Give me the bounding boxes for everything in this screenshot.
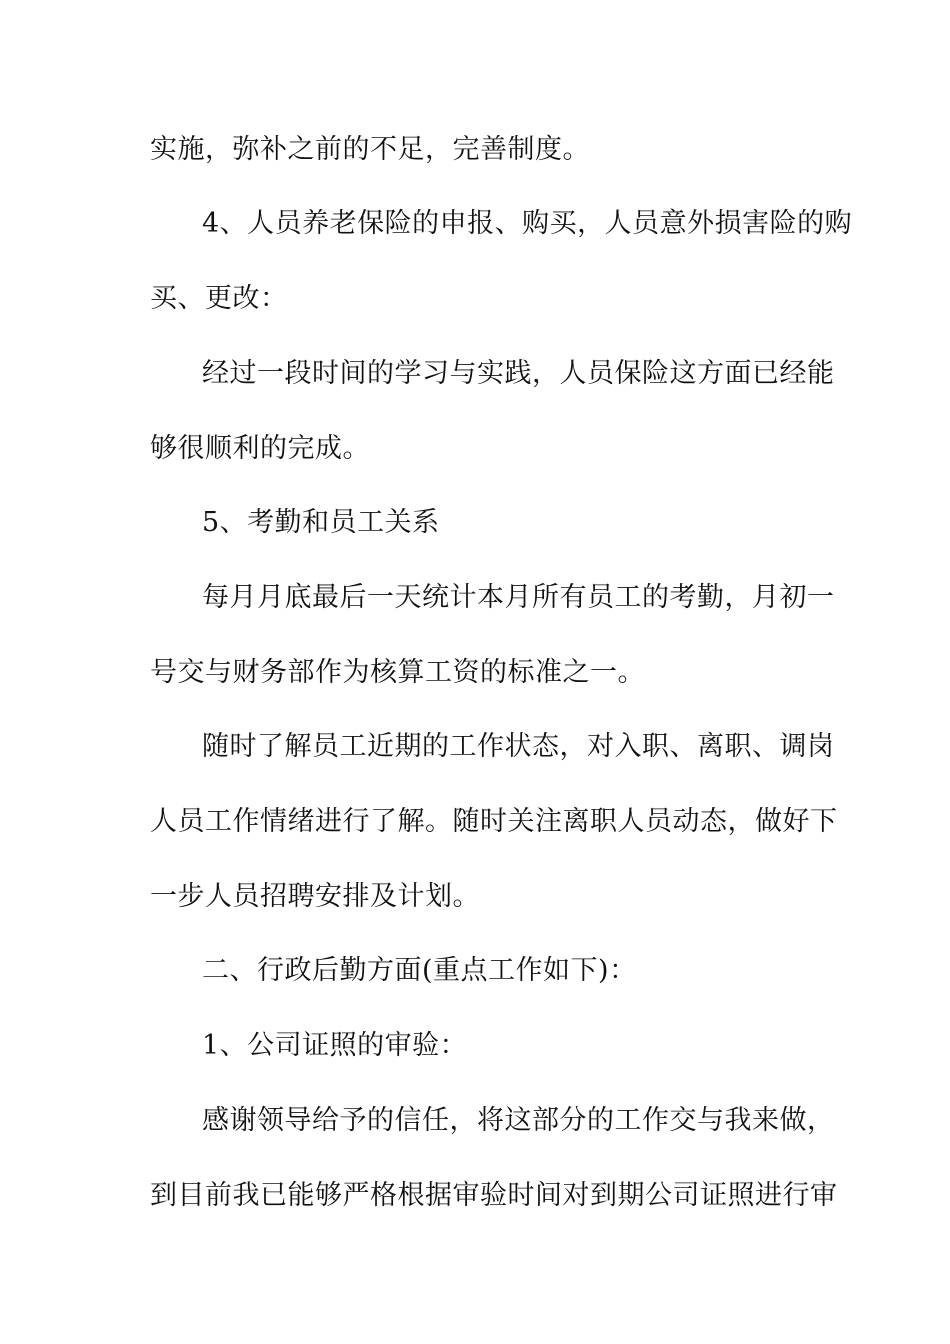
text-line: 感谢领导给予的信任，将这部分的工作交与我来做， bbox=[202, 1105, 835, 1136]
text-line: 每月月底最后一天统计本月所有员工的考勤，月初一 bbox=[202, 582, 835, 613]
text-line: 经过一段时间的学习与实践，人员保险这方面已经能 bbox=[202, 358, 835, 389]
section-heading: 二、行政后勤方面(重点工作如下)： bbox=[202, 955, 637, 986]
text-line: 实施，弥补之前的不足，完善制度。 bbox=[150, 134, 590, 165]
text-line: 人员工作情绪进行了解。随时关注离职人员动态，做好下 bbox=[150, 806, 838, 837]
text-line: 够很顺利的完成。 bbox=[150, 433, 370, 464]
section-heading: 5、考勤和员工关系 bbox=[202, 507, 440, 538]
text-line: 买、更改： bbox=[150, 283, 288, 314]
text-line: 一步人员招聘安排及计划。 bbox=[150, 881, 480, 912]
text-line: 4、人员养老保险的申报、购买，人员意外损害险的购 bbox=[202, 208, 853, 239]
section-heading: 1、公司证照的审验： bbox=[202, 1030, 468, 1061]
text-line: 随时了解员工近期的工作状态，对入职、离职、调岗 bbox=[202, 731, 835, 762]
text-line: 到目前我已能够严格根据审验时间对到期公司证照进行审 bbox=[150, 1180, 838, 1211]
text-line: 号交与财务部作为核算工资的标准之一。 bbox=[150, 657, 645, 688]
